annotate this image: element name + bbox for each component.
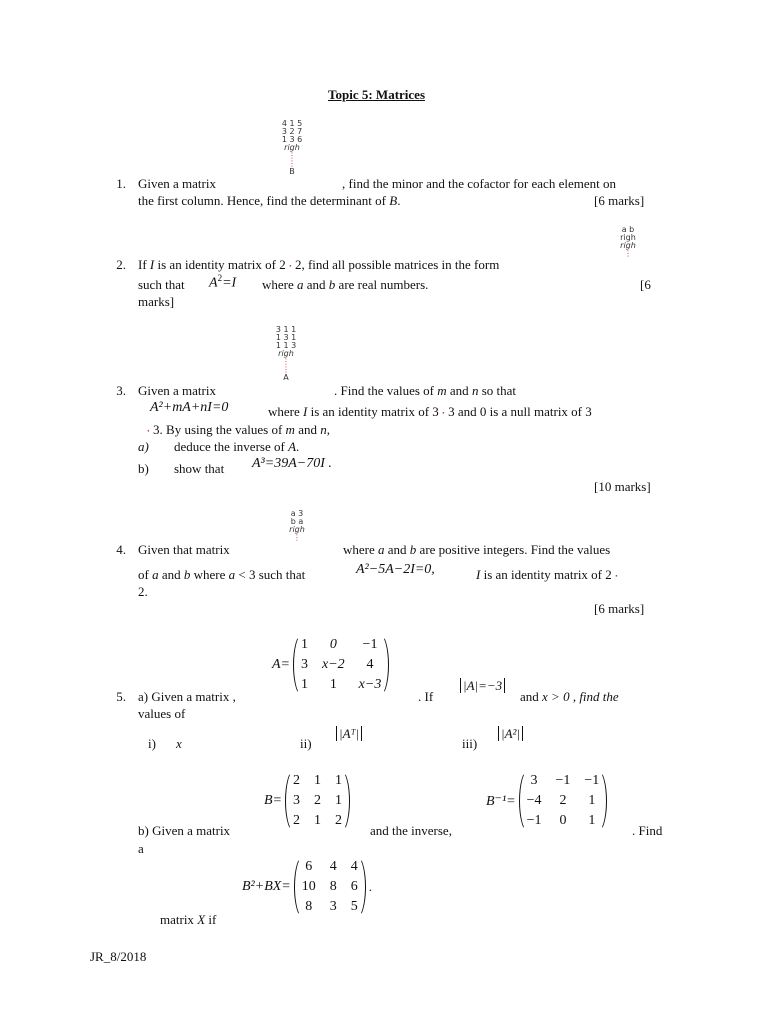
q2-eq-sup: 2 [217,273,223,283]
matrix-a [272,634,389,696]
q3-line2 [268,404,592,420]
matrix-cell: 3 [530,773,538,788]
matrix-cell: 4 [366,657,374,672]
q3-a-label: a) [138,439,149,454]
q4-var-b2: b [183,567,191,582]
q4-var-i: I [476,567,481,582]
matrix-cell: 6 [305,859,313,874]
q2-eq-a: A [209,275,218,291]
q2-line2-rest [262,277,428,293]
matrix-cell: 1 [329,677,337,692]
matrix-b [264,770,350,832]
q3-b-text: show that [174,461,225,476]
q4-garbled-matrix [262,510,332,542]
q3-deduce: deduce the inverse of [174,439,285,454]
matrix-cell: 2 [559,793,567,808]
q3-times-glyph: ꞏ [442,408,445,418]
q2-are-real: are real numbers. [338,277,429,292]
q1-garbled-glyph: ⋮ ⋮ [288,151,296,168]
q1-var-b: B [389,193,398,208]
q5-x-cond: x > 0 , find the [542,689,619,704]
q4-var-a3: a [228,567,236,582]
q2-times-glyph: ꞏ [288,261,292,271]
matrix-cell: 3 [329,899,337,914]
q2-line1-mid: is an identity matrix of 2 [157,257,286,272]
q4-and2: and [161,567,181,582]
matrix-b-inverse-lhs: B⁻¹= [486,793,516,809]
q4-lt: < 3 such that [238,567,306,582]
matrix-cell: 1 [335,793,342,808]
matrix-cell: 1 [335,773,342,788]
matrix-cell: 2 [293,773,300,788]
q3-garbled-row: A [283,373,289,382]
q4-number: 4. [116,542,126,557]
q3-where: where [268,404,300,419]
q2-and: and [306,277,326,292]
q3-and2: and [298,422,317,437]
q4-and: and [387,542,407,557]
q2-line1 [138,257,499,273]
q3-garbled-row: righ [278,349,294,358]
matrix-cell: x−2 [322,657,345,672]
q2-garbled-glyph: ⋮ [624,249,632,258]
matrix-cell: 1 [588,793,596,808]
q5-and-inverse: and the inverse, [370,823,452,838]
q5-condition [520,689,619,705]
matrix-b-bracket [285,770,350,832]
page-title: Topic 5: Matrices [328,87,425,102]
matrix-cell: 1 [588,813,596,828]
q5-det-a-expr: |A|=−3 [460,678,505,693]
matrix-cell: −1 [584,773,600,788]
q3-marks: [10 marks] [594,479,651,494]
q5-if2: if [208,912,217,927]
q5-ii-det [336,726,362,742]
matrix-cell: 0 [559,813,567,828]
matrix-b-lhs: B= [264,793,282,808]
matrix-cell: 5 [350,899,358,914]
q3-b-equation: A³=39A−70I . [252,456,332,471]
q5-i-label: i) [148,736,156,751]
q1-marks: [6 marks] [594,193,645,208]
q1-line2-text: the first column. Hence, find the determinant of [138,193,387,208]
matrix-cell: 1 [314,813,321,828]
matrix-cell: 2 [314,793,321,808]
q2-var-b: b [328,277,336,292]
q3-so-that: so that [481,383,516,398]
q3-find-values: . Find the values of [334,383,435,398]
q4-equation: A²−5A−2I=0, [356,562,435,577]
q2-line1-end: 2, find all possible matrices in the form [294,257,500,272]
q5-det-a [460,678,505,695]
q4-garbled-row: b a [290,517,304,526]
q3-var-m: m [437,383,447,398]
q4-line2-end [476,567,618,583]
q4-garbled-row: a 3 [290,509,304,518]
q5-iii-det [498,726,523,742]
q5-b-text-a: a [138,841,144,856]
q5-i-var: x [176,736,182,751]
q4-text-post [343,542,610,558]
q1-garbled-row: B [289,167,295,176]
q3-text-post [334,383,516,399]
matrix-cell: 0 [329,637,337,652]
matrix-cell: −1 [555,773,571,788]
q3-equation: A²+mA+nI=0 [150,400,229,415]
q2-marks-1: [6 [640,277,651,292]
q3-a-text: deduce the inverse of A. [174,439,300,454]
q5-matrix-word: matrix [160,912,194,927]
q1-line2 [138,193,400,209]
q2-garbled-row: righ [620,241,636,250]
q5-ii-det-expr: |Aᵀ| [336,726,362,741]
q1-garbled-matrix [252,120,332,176]
q4-where2: where [193,567,226,582]
q5-iii-det-expr: |A²| [498,726,523,741]
q3-identity: is an identity matrix of 3 [310,404,439,419]
q1-text-post: , find the minor and the cofactor for each element on [342,176,616,191]
q4-marks: [6 marks] [594,601,645,616]
matrix-cell: 3 [293,793,300,808]
q3-var-i: I [303,404,308,419]
q4-line3: 2. [138,584,148,599]
q4-identity: is an identity matrix of 2 [483,567,612,582]
matrix-cell: 8 [329,879,337,894]
q3-number: 3. [116,383,126,398]
matrix-b-inverse-table [520,771,607,831]
matrix-a-bracket [293,634,389,696]
matrix-cell: 6 [350,879,358,894]
q2-garbled-matrix [598,226,658,258]
q3-var-a: A [288,439,297,454]
q4-garbled-row: righ [289,525,305,534]
matrix-cell: −1 [526,813,542,828]
q3-times-glyph-2: ꞏ [147,426,150,436]
q2-garbled-row: a b [621,225,635,234]
q3-and: and [449,383,469,398]
q3-b-label: b) [138,461,149,476]
q5-ii-label: ii) [300,736,312,751]
matrix-a-table [294,635,388,695]
matrix-b-inverse-bracket [519,770,608,832]
q5-var-x: X [197,912,206,927]
q5-b-text: b) Given a matrix [138,823,231,838]
matrix-cell: 4 [350,859,358,874]
matrix-cell: 1 [301,677,308,692]
matrix-c-bracket [294,856,366,918]
q3-var-n: n [471,383,479,398]
q1-garbled-row: 1 3 6 [281,135,303,144]
matrix-cell: 4 [329,859,337,874]
q2-where: where [262,277,294,292]
matrix-cell: 2 [335,813,342,828]
q3-comma: , [326,422,330,437]
matrix-cell: 8 [305,899,313,914]
q3-garbled-glyph: ⋮ ⋮ [282,357,290,374]
q2-line1-if: If [138,257,147,272]
q1-text-pre: Given a matrix [138,176,216,191]
q2-garbled-row: righ [620,233,636,242]
q2-eq-rest: =I [222,275,237,291]
q4-garbled-glyph: ⋮ [293,533,301,542]
q3-var-n2: n [320,422,327,437]
q2-marks-2: marks] [138,294,175,309]
q2-var-i: I [149,257,155,272]
q4-line2 [138,567,305,583]
q2-equation [209,273,236,292]
q3-garbled-row: 1 1 3 [275,341,297,350]
footer-code: JR_8/2018 [90,949,147,964]
q4-positive: are positive integers. Find the values [419,542,611,557]
q5-values-of: values of [138,706,186,721]
q3-garbled-matrix [246,326,326,382]
q3-line3 [147,422,330,438]
q1-garbled-row: righ [284,143,300,152]
matrix-cell: x−3 [358,677,382,692]
q5-find: . Find [632,823,663,838]
q5-and: and [520,689,539,704]
matrix-c [242,856,372,918]
q2-var-a: a [297,277,304,292]
matrix-cell: 1 [301,637,308,652]
q5-a-text: a) Given a matrix , [138,689,236,704]
q4-of: of [138,567,149,582]
matrix-b-table [286,771,349,831]
q5-number: 5. [116,689,126,704]
q3-var-m2: m [285,422,295,437]
matrix-c-end: . [368,879,372,894]
q4-text-pre: Given that matrix [138,542,230,557]
matrix-c-lhs: B²+BX= [242,879,291,894]
q1-garbled-row: 3 2 7 [281,127,303,136]
q4-var-a2: a [152,567,159,582]
matrix-cell: 2 [293,813,300,828]
q3-by-using: 3. By using the values of [153,422,283,437]
matrix-a-lhs: A= [272,657,290,672]
q4-where: where [343,542,375,557]
q5-iii-label: iii) [462,736,478,751]
q1-garbled-row: 4 1 5 [281,119,303,128]
q4-times-glyph: ꞏ [615,571,618,581]
matrix-b-inverse [486,770,607,832]
q5-matrix-x [160,912,216,928]
matrix-cell: −4 [526,793,542,808]
q4-var-a: a [378,542,385,557]
q1-number: 1. [116,176,126,191]
q3-garbled-row: 1 3 1 [275,333,297,342]
matrix-c-table [295,857,365,917]
q5-if: . If [418,689,434,704]
q3-null: 3 and 0 is a null matrix of 3 [448,404,592,419]
matrix-cell: 3 [301,657,308,672]
matrix-cell: 10 [301,879,316,894]
matrix-cell: 1 [314,773,321,788]
q4-var-b: b [409,542,417,557]
q2-line2a: such that [138,277,185,292]
q2-number: 2. [116,257,126,272]
q3-garbled-row: 3 1 1 [275,325,297,334]
matrix-cell: −1 [362,637,378,652]
q1-line2-end: . [397,193,401,208]
q3-text-pre: Given a matrix [138,383,216,398]
